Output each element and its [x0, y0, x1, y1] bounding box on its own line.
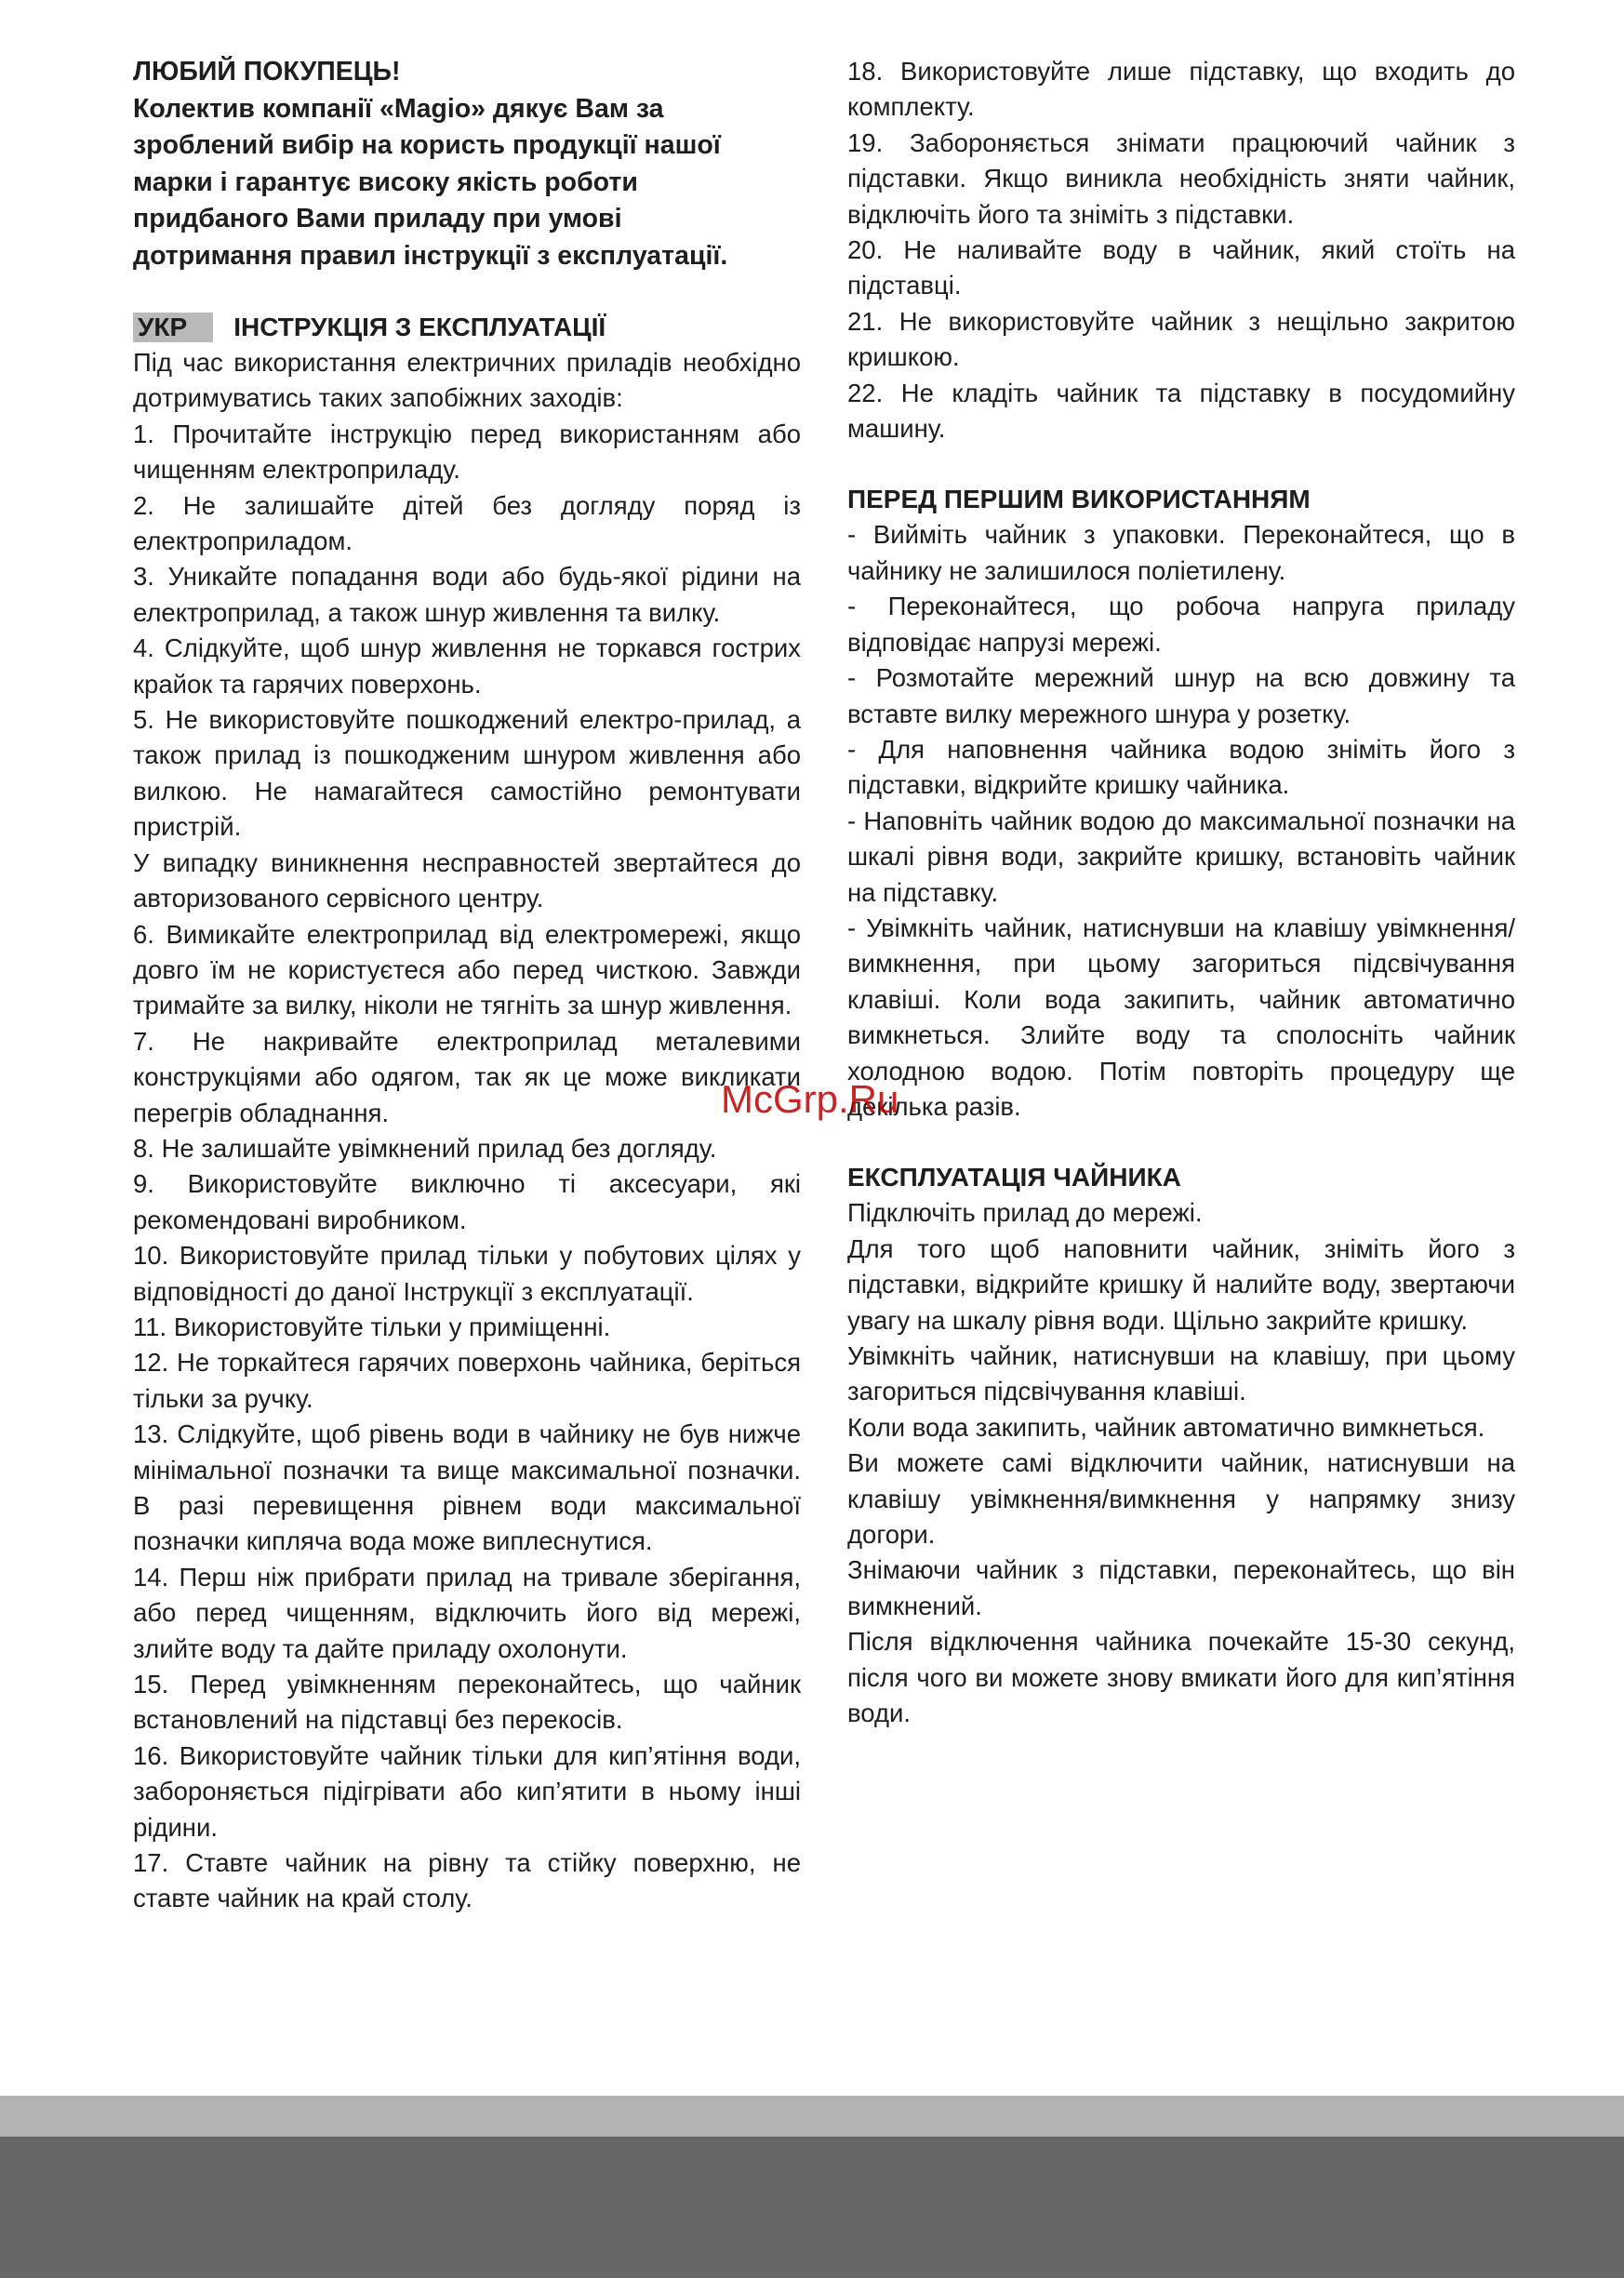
greeting-line: марки і гарантує високу якість роботи — [133, 167, 638, 197]
instruction-item: 15. Перед увімкненням переконайтесь, що чайник встановлений на підставці без перекосів. — [133, 1670, 801, 1735]
greeting-line: Колектив компанії «Magio» дякує Вам за — [133, 93, 664, 124]
instruction-item: 10. Використовуйте прилад тільки у побутових цілях у відповідності до даної Інструкції з експлуатації. — [133, 1241, 801, 1306]
first-use-item: - Вийміть чайник з упаковки. Переконайтеся, що в чайнику не залишилося поліетилену. — [847, 520, 1515, 585]
language-tag: УКР — [133, 313, 213, 342]
instruction-item: 19. Забороняється знімати працюючий чайник з підставки. Якщо виникла необхідність зняти чайник, відключіть його та зніміть з підставки. — [847, 127, 1515, 229]
instructions-intro: Під час використання електричних приладів необхідно дотримуватись таких запобіжних заходів: — [133, 348, 801, 413]
instruction-item: 20. Не наливайте воду в чайник, який стоїть на підставці. — [847, 235, 1515, 300]
greeting-title: ЛЮБИЙ ПОКУПЕЦЬ! — [133, 57, 401, 87]
operation-item: Підключіть прилад до мережі. — [847, 1198, 1203, 1228]
instruction-item: 9. Використовуйте виключно ті аксесуари, які рекомендовані виробником. — [133, 1169, 801, 1234]
instructions-title: ІНСТРУКЦІЯ З ЕКСПЛУАТАЦІЇ — [233, 313, 606, 341]
instruction-item: 12. Не торкайтеся гарячих поверхонь чайника, беріться тільки за ручку. — [133, 1348, 801, 1413]
instruction-item: 7. Не накривайте електроприлад металевими конструкціями або одягом, так як це може викликати перегрів обладнання. — [133, 1026, 801, 1127]
instruction-item: 1. Прочитайте інструкцію перед використанням або чищенням електроприладу. — [133, 419, 801, 485]
footer-band-light — [0, 2096, 1624, 2137]
instruction-item: 17. Ставте чайник на рівну та стійку поверхню, не ставте чайник на край столу. — [133, 1848, 801, 1913]
operation-section — [847, 1160, 1515, 1731]
operation-item: Увімкніть чайник, натиснувши на клавішу, при цьому загориться підсвічування клавіші. — [847, 1341, 1515, 1406]
operation-item: Коли вода закипить, чайник автоматично вимкнеться. — [847, 1412, 1485, 1442]
operation-item: Знімаючи чайник з підставки, переконайтесь, що він вимкнений. — [847, 1555, 1515, 1620]
operation-item: Ви можете самі відключити чайник, натиснувши на клавішу увімкнення/вимкнення у напрямку знизу догори. — [847, 1448, 1515, 1550]
greeting-line: дотримання правил інструкції з експлуатації. — [133, 240, 728, 271]
instruction-item: 4. Слідкуйте, щоб шнур живлення не торкався гострих крайок та гарячих поверхонь. — [133, 633, 801, 699]
instruction-item: 14. Перш ніж прибрати прилад на тривале зберігання, або перед чищенням, відключить його від мережі, злийте воду та дайте приладу охолонути. — [133, 1562, 801, 1663]
instruction-item: 13. Слідкуйте, щоб рівень води в чайнику не був нижче мінімальної позначки та вище максимальної позначки. В разі перевищення рівнем води максимальної позначки кипляча вода може виплеснутися. — [133, 1419, 801, 1556]
left-column — [133, 54, 801, 1917]
greeting-block — [133, 54, 801, 274]
first-use-item: - Наповніть чайник водою до максимальної позначки на шкалі рівня води, закрийте кришку, встановіть чайник на підставку. — [847, 806, 1515, 907]
first-use-title: ПЕРЕД ПЕРШИМ ВИКОРИСТАННЯМ — [847, 485, 1311, 514]
first-use-item: - Увімкніть чайник, натиснувши на клавішу увімкнення/вимкнення, при цьому загориться підсвічування клавіші. Коли вода закипить, чайник автоматично вимкнеться. Злийте воду та сполосніть чайник холодною водою. Потім повторіть процедуру ще декілька разів. — [847, 913, 1515, 1121]
instruction-item: 21. Не використовуйте чайник з нещільно закритою кришкою. — [847, 306, 1515, 372]
right-column — [847, 54, 1515, 1731]
instructions-section — [133, 310, 801, 1917]
operation-title: ЕКСПЛУАТАЦІЯ ЧАЙНИКА — [847, 1163, 1181, 1192]
first-use-item: - Переконайтеся, що робоча напруга приладу відповідає напрузі мережі. — [847, 592, 1515, 657]
instruction-item: 6. Вимикайте електроприлад від електромережі, якщо довго їм не користуєтеся або перед чисткою. Завжди тримайте за вилку, ніколи не тягніть за шнур живлення. — [133, 919, 801, 1020]
footer-band-dark — [0, 2137, 1624, 2278]
instructions-heading — [133, 310, 801, 345]
greeting-line: придбаного Вами приладу при умові — [133, 204, 622, 233]
instruction-item: 3. Уникайте попадання води або будь-якої рідини на електроприлад, а також шнур живлення та вилку. — [133, 562, 801, 627]
greeting-line: зроблений вибір на користь продукції нашої — [133, 130, 721, 160]
instruction-item: 16. Використовуйте чайник тільки для кип’ятіння води, забороняється підігрівати або кип’ятити в ньому інші рідини. — [133, 1740, 801, 1842]
watermark: McGrp.Ru — [721, 1077, 899, 1121]
instruction-item: 18. Використовуйте лише підставку, що входить до комплекту. — [847, 57, 1515, 122]
instruction-item: У випадку виникнення несправностей звертайтеся до авторизованого сервісного центру. — [133, 847, 801, 913]
operation-item: Після відключення чайника почекайте 15-30 секунд, після чого ви можете знову вмикати його для кип’ятіння води. — [847, 1627, 1515, 1728]
instruction-item: 2. Не залишайте дітей без догляду поряд із електроприладом. — [133, 490, 801, 556]
instruction-item: 5. Не використовуйте пошкоджений електро-прилад, а також прилад із пошкодженим шнуром живлення або вилкою. Не намагайтеся самостійно ремонтувати пристрій. — [133, 705, 801, 842]
first-use-section — [847, 482, 1515, 1125]
first-use-item: - Розмотайте мережний шнур на всю довжину та вставте вилку мережного шнура у розетку. — [847, 663, 1515, 728]
instructions-continued — [847, 54, 1515, 446]
first-use-item: - Для наповнення чайника водою зніміть його з підставки, відкрийте кришку чайника. — [847, 734, 1515, 800]
instruction-item: 11. Використовуйте тільки у приміщенні. — [133, 1312, 611, 1341]
instruction-item: 8. Не залишайте увімкнений прилад без догляду. — [133, 1133, 717, 1163]
operation-item: Для того щоб наповнити чайник, зніміть його з підставки, відкрийте кришку й налийте воду, звертаючи увагу на шкалу рівня води. Щільно закрийте кришку. — [847, 1233, 1515, 1335]
instruction-item: 22. Не кладіть чайник та підставку в посудомийну машину. — [847, 378, 1515, 444]
